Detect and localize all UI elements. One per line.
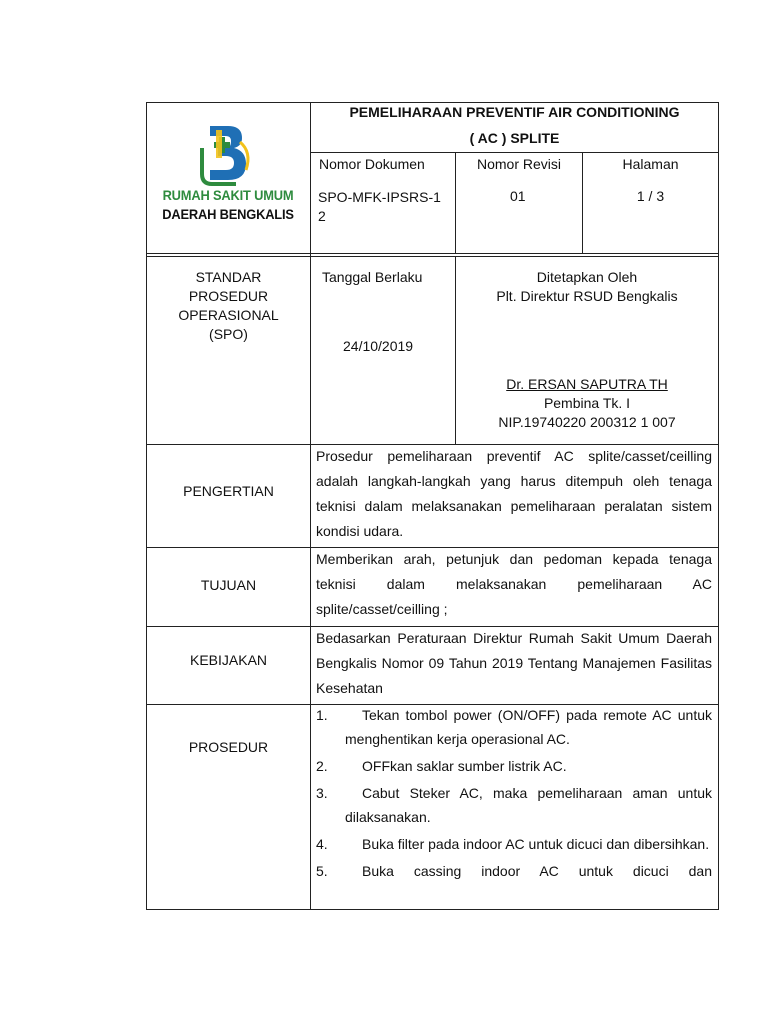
header-title-divider [310,152,719,153]
list-item [316,754,712,778]
table-border-bottom [146,909,719,910]
tujuan-text: Memberikan arah, petunjuk dan pedoman kepada tenaga teknisi dalam melaksanakan pemeliharaan AC splite/casset/ceilling ; [316,551,712,617]
document-title-line2: ( AC ) SPLITE [469,130,560,146]
signer-rank: Pembina Tk. I [543,395,631,411]
page-label: Halaman [622,156,679,172]
signer-name: Dr. ERSAN SAPUTRA TH [506,376,668,392]
effective-date-value: 24/10/2019 [343,338,414,354]
step-text: Cabut Steker AC, maka pemeliharaan aman untuk dilaksanakan. [345,785,712,825]
doc-number-label: Nomor Dokumen [319,156,425,172]
approval-set-by-title: Plt. Direktur RSUD Bengkalis [496,288,678,304]
hospital-name-line2: DAERAH BENGKALIS [162,206,294,222]
list-item [316,859,712,883]
spo-label [147,268,310,344]
table-border-right [718,102,719,910]
list-item [316,832,712,856]
step-number: 4. [316,836,328,852]
page-value: 1 / 3 [636,188,665,204]
revision-label: Nomor Revisi [476,156,561,172]
effective-date-label: Tanggal Berlaku [322,269,423,285]
table-border-left [146,102,147,910]
step-text: Tekan tombol power (ON/OFF) pada remote AC untuk menghentikan kerja operasional AC. [345,707,712,747]
approval-set-by: Ditetapkan Oleh [536,269,638,285]
pengertian-text: Prosedur pemeliharaan preventif AC splite/casset/ceilling adalah langkah-langkah yang harus ditempuh oleh tenaga teknisi dalam melaksanakan pemeliharaan peralatan sistem kondisi udara. [316,448,712,539]
spo-label-line3: OPERASIONAL [178,307,279,323]
list-item [316,781,712,829]
hospital-logo-icon [196,118,254,188]
document-title [311,100,718,150]
procedure-list [316,703,712,883]
step-number: 3. [316,785,328,801]
step-number: 2. [316,758,328,774]
spo-label-line1: STANDAR [195,269,262,285]
step-text: Buka cassing indoor AC untuk dicuci dan [362,863,712,879]
approval-block [456,268,718,432]
header-bottom-border [146,253,719,254]
tujuan-label: TUJUAN [200,577,257,593]
signer-nip: NIP.19740220 200312 1 007 [498,414,676,430]
spo-label-line2: PROSEDUR [188,288,269,304]
step-text: Buka filter pada indoor AC untuk dicuci dan dibersihkan. [362,836,710,852]
kebijakan-label: KEBIJAKAN [189,652,268,668]
step-number: 1. [316,707,328,723]
list-item [316,703,712,751]
label-column-divider [310,102,311,910]
spo-label-line4: (SPO) [209,326,248,342]
doc-number-value: SPO-MFK-IPSRS-12 [318,189,441,224]
pengertian-label: PENGERTIAN [183,483,274,499]
step-number: 5. [316,863,328,879]
document-title-line1: PEMELIHARAAN PREVENTIF AIR CONDITIONING [349,104,680,120]
revision-value: 01 [510,188,526,204]
kebijakan-text: Bedasarkan Peraturaan Direktur Rumah Sakit Umum Daerah Bengkalis Nomor 09 Tahun 2019 Tentang Manajemen Fasilitas Kesehatan [316,630,712,696]
hospital-name-line1: RUMAH SAKIT UMUM [162,187,294,203]
header-bottom-border-2 [146,256,719,257]
step-text: OFFkan saklar sumber listrik AC. [362,758,567,774]
prosedur-label: PROSEDUR [188,739,269,755]
